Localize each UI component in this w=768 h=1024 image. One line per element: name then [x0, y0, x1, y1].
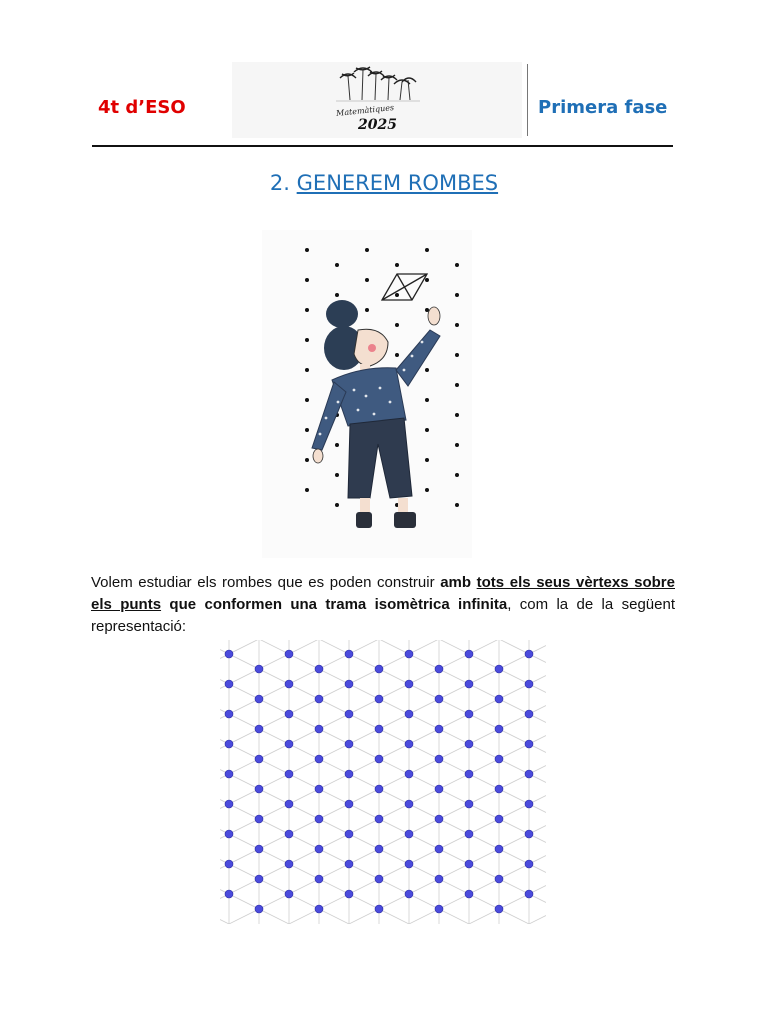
grid-point [465, 830, 473, 838]
pattern-dot [305, 248, 309, 252]
pattern-dot [395, 293, 399, 297]
grid-point [495, 815, 503, 823]
grid-point [525, 680, 533, 688]
grid-point [315, 755, 323, 763]
grid-line [220, 640, 546, 659]
woman-drawing-rhombus-illustration [262, 230, 472, 558]
grid-point [525, 740, 533, 748]
grid-point [525, 800, 533, 808]
grid-line [220, 640, 546, 719]
grid-point [435, 905, 443, 913]
grid-point [465, 860, 473, 868]
grid-line [220, 916, 546, 925]
grid-point [465, 680, 473, 688]
pattern-dot [305, 278, 309, 282]
isometric-grid [220, 640, 546, 929]
grid-line [220, 796, 546, 925]
grid-point [405, 680, 413, 688]
grid-point [255, 755, 263, 763]
problem-title [0, 171, 768, 195]
illustration-svg [262, 230, 472, 558]
pattern-dot [425, 398, 429, 402]
pattern-dot [425, 488, 429, 492]
grid-point [255, 725, 263, 733]
grid-point [375, 875, 383, 883]
grid-point [405, 860, 413, 868]
grid-point [495, 785, 503, 793]
grid-point [375, 815, 383, 823]
grid-line [220, 640, 546, 663]
pattern-dot [455, 323, 459, 327]
grid-point [465, 890, 473, 898]
pattern-dot [425, 458, 429, 462]
pattern-dot [335, 443, 339, 447]
contest-logo [232, 62, 522, 138]
grid-point [375, 695, 383, 703]
grid-point [435, 755, 443, 763]
intro-text-2: , com la de la següent representació: [91, 596, 675, 635]
grid-point [225, 650, 233, 658]
pattern-dot [335, 473, 339, 477]
grid-point [285, 650, 293, 658]
header-rule [92, 145, 673, 147]
pattern-dot [455, 293, 459, 297]
grid-point [405, 650, 413, 658]
problem-name: GENEREM ROMBES [296, 171, 499, 195]
course-level: 4t d’ESO [98, 97, 186, 118]
grid-point [225, 890, 233, 898]
grid-point [465, 800, 473, 808]
grid-point [435, 875, 443, 883]
pattern-dot [305, 308, 309, 312]
grid-point [495, 905, 503, 913]
pattern-dot [395, 353, 399, 357]
grid-point [465, 650, 473, 658]
grid-point [315, 665, 323, 673]
grid-point [345, 800, 353, 808]
grid-point [435, 695, 443, 703]
grid-point [435, 845, 443, 853]
contest-phase: Primera fase [538, 97, 668, 118]
pattern-dot [305, 368, 309, 372]
grid-point [345, 740, 353, 748]
grid-point [405, 770, 413, 778]
grid-point [405, 740, 413, 748]
grid-point [225, 860, 233, 868]
problem-number: 2. [269, 171, 290, 195]
grid-point [375, 905, 383, 913]
grid-point [285, 710, 293, 718]
grid-point [405, 800, 413, 808]
grid-point [495, 875, 503, 883]
grid-point [285, 770, 293, 778]
grid-point [225, 800, 233, 808]
pattern-dot [455, 473, 459, 477]
intro-bold-2: que conformen una trama isomètrica infinita [161, 596, 508, 613]
grid-point [225, 710, 233, 718]
isometric-grid-svg [220, 640, 546, 924]
pattern-dot [305, 398, 309, 402]
pattern-dot [425, 278, 429, 282]
grid-point [405, 890, 413, 898]
grid-point [285, 830, 293, 838]
grid-point [315, 905, 323, 913]
grid-point [345, 680, 353, 688]
pattern-dot [305, 338, 309, 342]
grid-point [435, 725, 443, 733]
grid-point [345, 890, 353, 898]
grid-point [525, 710, 533, 718]
pattern-dot [365, 248, 369, 252]
grid-point [255, 785, 263, 793]
pattern-dot [395, 323, 399, 327]
grid-point [375, 785, 383, 793]
grid-point [345, 860, 353, 868]
pattern-dot [365, 308, 369, 312]
grid-line [220, 920, 546, 925]
grid-point [315, 785, 323, 793]
grid-point [525, 830, 533, 838]
pattern-dot [425, 368, 429, 372]
grid-point [345, 770, 353, 778]
intro-bold-underlined: tots els seus vèrtexs sobre els punts [91, 574, 675, 613]
pattern-dot [305, 458, 309, 462]
grid-point [525, 890, 533, 898]
grid-point [345, 830, 353, 838]
grid-point [495, 845, 503, 853]
pattern-dot [305, 428, 309, 432]
pattern-dot [395, 263, 399, 267]
intro-bold-1: amb [440, 574, 477, 591]
grid-point [375, 665, 383, 673]
pattern-dot [455, 353, 459, 357]
grid-point [285, 740, 293, 748]
intro-text-1: Volem estudiar els rombes que es poden construir [91, 574, 441, 591]
header-divider [527, 64, 528, 136]
grid-point [525, 860, 533, 868]
grid-point [255, 695, 263, 703]
pattern-dot [335, 263, 339, 267]
pattern-dot [425, 428, 429, 432]
grid-line [220, 886, 546, 925]
pattern-dot [455, 503, 459, 507]
grid-point [315, 695, 323, 703]
grid-point [495, 665, 503, 673]
grid-point [495, 695, 503, 703]
grid-point [435, 815, 443, 823]
pattern-dot [455, 263, 459, 267]
pattern-dot [455, 443, 459, 447]
grid-point [375, 725, 383, 733]
grid-point [225, 770, 233, 778]
grid-point [375, 845, 383, 853]
pattern-dot [305, 488, 309, 492]
pattern-dot [335, 293, 339, 297]
pattern-dot [335, 503, 339, 507]
grid-point [405, 830, 413, 838]
intro-paragraph [91, 572, 675, 638]
logo-script-text: Matemàtiques [335, 102, 395, 119]
pattern-dot [365, 278, 369, 282]
pattern-dot [455, 413, 459, 417]
grid-point [405, 710, 413, 718]
grid-point [255, 815, 263, 823]
grid-point [435, 785, 443, 793]
grid-point [465, 710, 473, 718]
grid-point [315, 725, 323, 733]
grid-point [375, 755, 383, 763]
grid-point [255, 665, 263, 673]
grid-point [345, 710, 353, 718]
pattern-dot [425, 248, 429, 252]
grid-point [315, 845, 323, 853]
grid-point [345, 650, 353, 658]
grid-point [225, 830, 233, 838]
grid-point [225, 680, 233, 688]
grid-point [315, 815, 323, 823]
grid-point [465, 740, 473, 748]
grid-point [285, 890, 293, 898]
grid-point [315, 875, 323, 883]
grid-point [285, 680, 293, 688]
grid-point [525, 650, 533, 658]
grid-point [255, 875, 263, 883]
grid-point [495, 725, 503, 733]
logo-year: 2025 [358, 117, 397, 133]
grid-point [465, 770, 473, 778]
grid-point [285, 800, 293, 808]
grid-point [435, 665, 443, 673]
grid-point [255, 905, 263, 913]
pattern-dot [455, 383, 459, 387]
grid-point [525, 770, 533, 778]
grid-point [225, 740, 233, 748]
grid-line [220, 640, 546, 723]
grid-line [220, 640, 546, 689]
grid-point [285, 860, 293, 868]
grid-point [495, 755, 503, 763]
grid-point [255, 845, 263, 853]
